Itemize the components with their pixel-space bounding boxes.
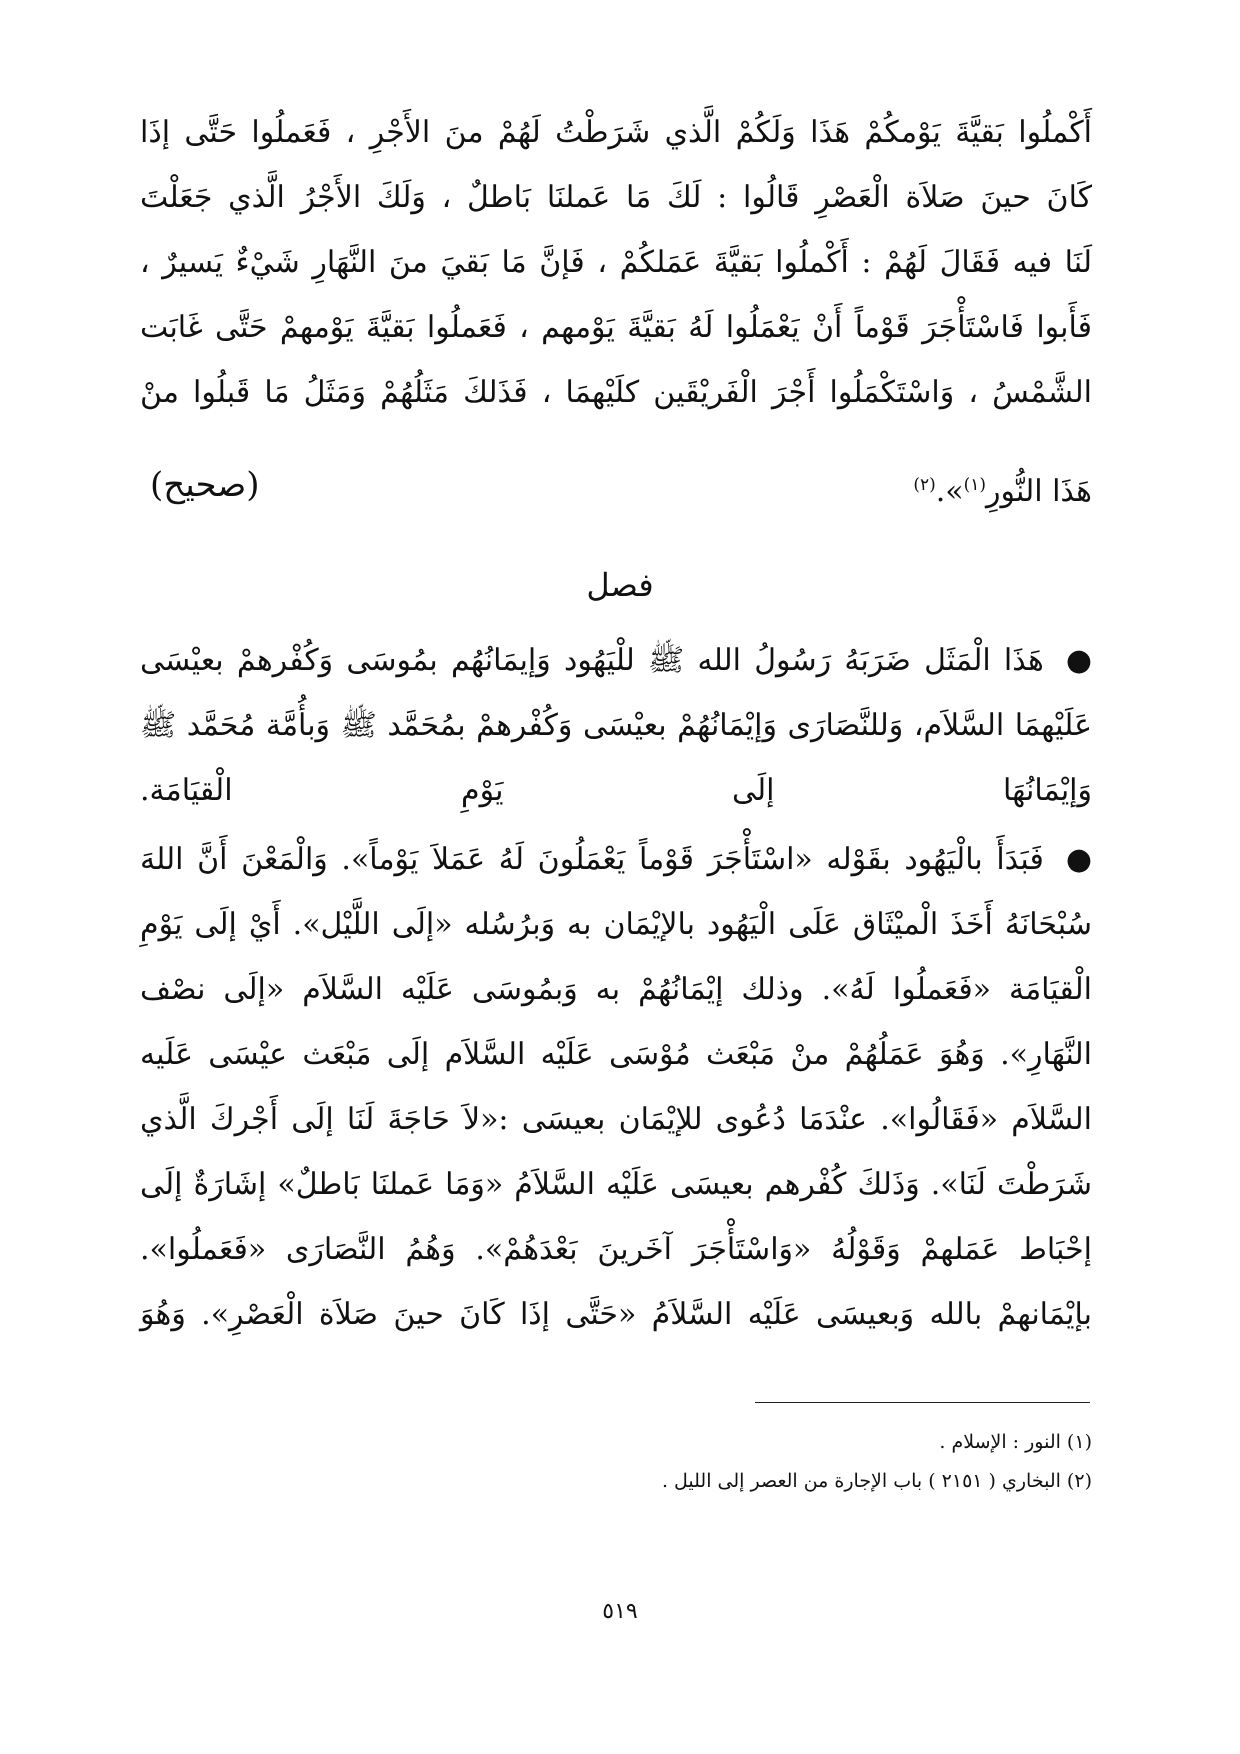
section-heading: فصل (586, 566, 654, 604)
paragraph-3 (140, 827, 1092, 1347)
paragraph-2 (140, 628, 1092, 823)
paragraph-1-final-line (140, 455, 1092, 515)
paragraph-1-line: كَانَ حينَ صَلاَة الْعَصْرِ قَالُوا : لَكَ مَا عَملنَا بَاطلٌ ، وَلَكَ الأَجْرُ الَّذي جَعَلْتَ (140, 180, 1092, 215)
paragraph-1-line: الشَّمْسُ ، وَاسْتَكْمَلُوا أَجْرَ الْفَريْقَين كلَيْهمَا ، فَذَلكَ مَثَلُهُمْ وَمَثَلُ مَا قَبلُوا منْ (140, 375, 1092, 410)
bullet-icon: ● (1065, 643, 1092, 678)
paragraph-1-line: فَأَبوا فَاسْتَأْجَرَ قَوْماً أَنْ يَعْمَلُوا لَهُ بَقيَّةَ يَوْمهم ، فَعَملُوا بَقيَّةَ يَوْمهمْ حَتَّى غَابَت (140, 310, 1092, 345)
footnote-2: (٢) البخاري ( ٢١٥١ ) باب الإجارة من العصر إلى الليل . (661, 1470, 1092, 1492)
footnote-separator (755, 1402, 1090, 1403)
paragraph-1-final-text: هَذَا النُّورِ$^{(١)}$».$^{(٢)}$ (913, 474, 1092, 509)
paragraph-1-line: أَكْملُوا بَقيَّةَ يَوْمكُمْ هَذَا وَلَكُمْ الَّذي شَرَطْتُ لَهُمْ منَ الأَجْرِ ، فَعَملُوا حَتَّى إذَا (140, 115, 1093, 150)
paragraph-1-line: لَنَا فيه فَقَالَ لَهُمْ : أَكْملُوا بَقيَّةَ عَمَلكُمْ ، فَإنَّ مَا بَقيَ منَ النَّهَارِ شَيْءٌ يَسيرٌ ، (140, 245, 1092, 280)
footnote-ref-1[interactable]: (١) (963, 475, 987, 495)
footnote-ref-2[interactable]: (٢) (913, 475, 936, 495)
page-number: ٥١٩ (602, 1599, 638, 1624)
paragraph-3-text: فَبَدَأَ بالْيَهُود بقَوْله «اسْتَأْجَرَ قَوْماً يَعْمَلُونَ لَهُ عَمَلاَ يَوْماً». وَالْمَعْنَ أَنَّ اللهَ سُبْحَانَهُ أَخَذَ الْميْثَاق عَلَى الْيَهُود بالإيْمَان به وَبرُسُله «إلَى اللَّيْل». أَيْ إلَى يَوْمِ الْقيَامَة «فَعَملُوا لَهُ». وذلك إيْمَانُهُمْ به وَبمُوسَى عَلَيْه السَّلاَم «إلَى نصْف النَّهَارِ». وَهُوَ عَمَلُهُمْ منْ مَبْعَث مُوْسَى عَلَيْه السَّلاَم إلَى مَبْعَث عيْسَى عَلَيه السَّلاَم «فَقَالُوا». عنْدَمَا دُعُوى للإيْمَان بعيسَى :«لاَ حَاجَةَ لَنَا إلَى أَجْركَ الَّذي شَرَطْتَ لَنَا». وَذَلكَ كُفْرهم بعيسَى عَلَيْه السَّلاَمُ «وَمَا عَملنَا بَاطلٌ» إشَارَةٌ إلَى إحْبَاط عَمَلهمْ وَقَوْلُهُ «وَاسْتَأْجَرَ آخَرينَ بَعْدَهُمْ». وَهُمُ النَّصَارَى «فَعَملُوا». بإيْمَانهمْ بالله وَبعيسَى عَلَيْه السَّلاَمُ «حَتَّى إذَا كَانَ حينَ صَلاَة الْعَصْرِ». وَهُوَ (140, 842, 1092, 1332)
footnote-1: (١) النور : الإسلام . (939, 1431, 1092, 1453)
paragraph-1 (140, 100, 1092, 425)
bullet-icon: ● (1065, 842, 1092, 877)
paragraph-2-text: هَذَا الْمَثَل ضَرَبَهُ رَسُولُ الله ﷺ للْيَهُود وَإيمَانُهُم بمُوسَى وَكُفْرهمْ بعيْسَى عَلَيْهمَا السَّلاَم، وَللنَّصَارَى وَإيْمَانُهُمْ بعيْسَى وَكُفْرهمْ بمُحَمَّد ﷺ وَبأُمَّة مُحَمَّد ﷺ وَإيْمَانُهَا إلَى يَوْمِ الْقيَامَة. (140, 643, 1092, 808)
hadith-grade: (صحيح) (150, 465, 260, 505)
